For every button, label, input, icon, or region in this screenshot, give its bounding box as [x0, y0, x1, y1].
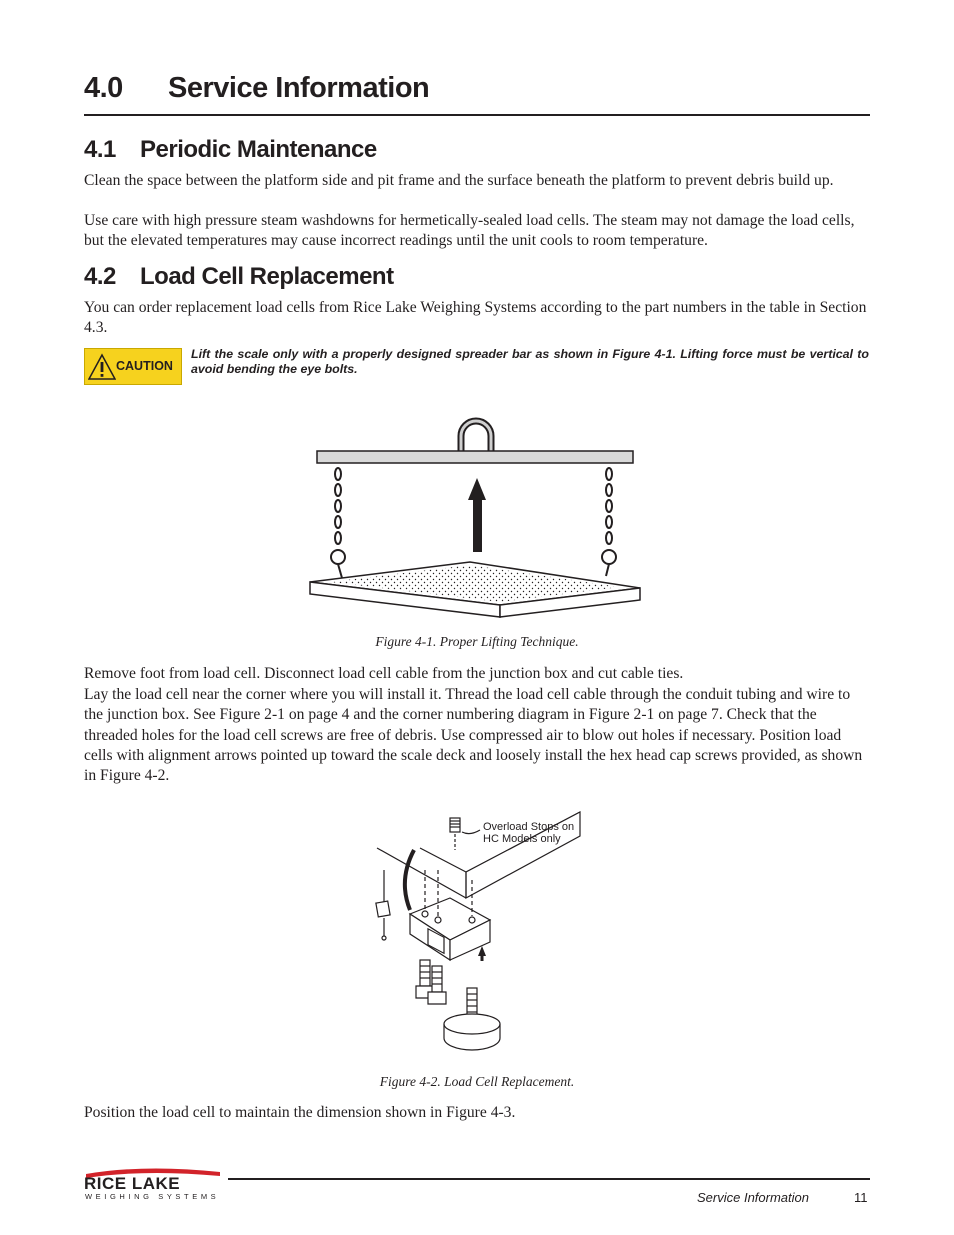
figure-load-cell-replacement: [370, 810, 610, 1065]
lift-arrow-icon: [468, 478, 486, 552]
footer-section-name: Service Information: [697, 1190, 809, 1205]
warning-triangle-icon: [88, 353, 116, 381]
logo-wordmark: RICE LAKE: [84, 1174, 181, 1193]
page-title-text: Service Information: [168, 72, 430, 104]
caution-label: CAUTION: [116, 359, 173, 373]
paragraph-remove-foot: Remove foot from load cell. Disconnect load cell cable from the junction box and cut cable ties.: [84, 665, 684, 682]
paragraph-order-replacement: You can order replacement load cells from Rice Lake Weighing Systems according to the part numbers in the table in Section 4.3.: [84, 299, 867, 337]
footer-rule: [228, 1178, 870, 1180]
overload-stops-label-line2: HC Models only: [483, 833, 561, 845]
section-number: 4.2: [84, 263, 116, 290]
figure-4-1-caption: Figure 4-1. Proper Lifting Technique.: [375, 634, 579, 649]
footer-page-number: 11: [854, 1190, 868, 1205]
paragraph-position-load-cell: Position the load cell to maintain the dimension shown in Figure 4-3.: [84, 1104, 516, 1121]
section-title: Load Cell Replacement: [140, 263, 394, 290]
caution-text: Lift the scale only with a properly designed spreader bar as shown in Figure 4-1. Lifting force must be vertical to avoid bending the eye bolts.: [191, 347, 869, 376]
figure-lifting-technique: [300, 410, 650, 625]
paragraph-cleaning: Clean the space between the platform side and pit frame and the surface beneath the platform to prevent debris build up.: [84, 172, 834, 189]
page-title-number: 4.0: [84, 72, 123, 104]
caution-badge: [84, 348, 182, 385]
section-heading-load-cell-replacement: [84, 263, 394, 291]
overload-stops-label-line1: Overload Stops on: [483, 821, 575, 833]
figure-4-2-caption: Figure 4-2. Load Cell Replacement.: [379, 1074, 575, 1089]
logo-subtitle: WEIGHING SYSTEMS: [85, 1192, 220, 1201]
right-chain: [602, 468, 616, 576]
rice-lake-logo: [84, 1166, 222, 1202]
section-title: Periodic Maintenance: [140, 136, 377, 163]
paragraph-install-procedure: Lay the load cell near the corner where you will install it. Thread the load cell cable through the conduit tubing and wire to the junction box. See Figure 2-1 on page 4 and the corner numbering diagram in Figure 2-1 on page 7. Check that the threaded holes for the load cell screws are free of debris. Use compressed air to blow out holes if necessary. Position load cells with alignment arrows pointed up toward the scale deck and loosely install the hex head cap screws provided, as shown in Figure 4-2.: [84, 686, 863, 785]
page-title: [84, 72, 870, 116]
section-number: 4.1: [84, 136, 116, 163]
left-chain: [331, 468, 345, 578]
paragraph-steam-washdown: Use care with high pressure steam washdowns for hermetically-sealed load cells. The steam may not damage the load cells, but the elevated temperatures may cause incorrect readings until the unit cools to room temperature.: [84, 212, 855, 250]
section-heading-periodic-maintenance: [84, 136, 377, 164]
